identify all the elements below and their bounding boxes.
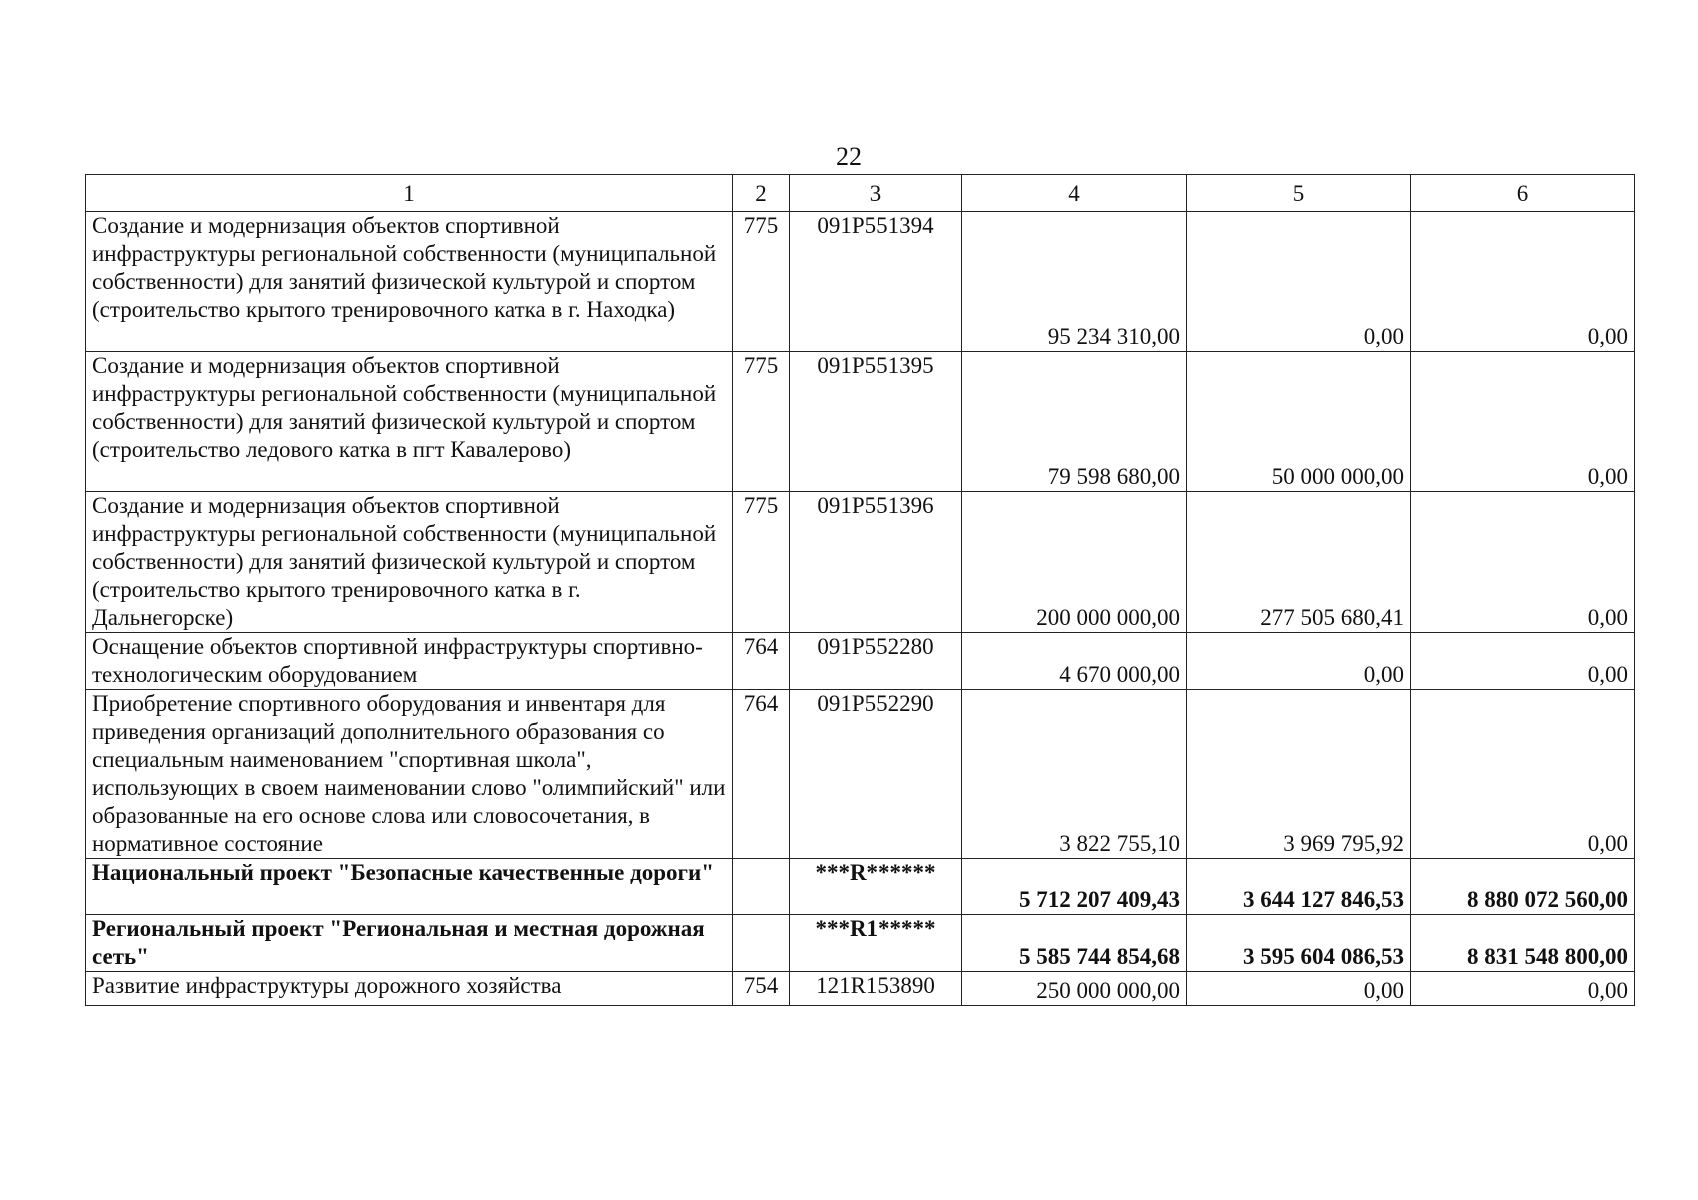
amount-col4: 250 000 000,00 <box>962 972 1187 1006</box>
item-name: Создание и модернизация объектов спортивной инфраструктуры региональной собственности (муниципальной собственности) для занятий физической культурой и спортом (строительство крытого тренировочного катка в г. Находка) <box>86 212 733 352</box>
amount-col4: 200 000 000,00 <box>962 492 1187 633</box>
amount-col6: 0,00 <box>1411 492 1635 633</box>
amount-col4: 5 585 744 854,68 <box>962 915 1187 972</box>
item-name: Региональный проект "Региональная и местная дорожная сеть" <box>86 915 733 972</box>
column-header: 1 <box>86 175 733 212</box>
item-name: Создание и модернизация объектов спортивной инфраструктуры региональной собственности (муниципальной собственности) для занятий физической культурой и спортом (строительство ледового катка в пгт Кавалерово) <box>86 352 733 492</box>
amount-col6: 8 880 072 560,00 <box>1411 859 1635 915</box>
table-row <box>86 690 1635 859</box>
table-row-national-project <box>86 859 1635 915</box>
column-header: 6 <box>1411 175 1635 212</box>
amount-col6: 8 831 548 800,00 <box>1411 915 1635 972</box>
amount-col5: 3 595 604 086,53 <box>1187 915 1411 972</box>
department-code: 754 <box>733 972 790 1006</box>
target-article-code: ***R1***** <box>790 915 962 972</box>
table-header-row <box>86 175 1635 212</box>
department-code <box>733 915 790 972</box>
amount-col4: 79 598 680,00 <box>962 352 1187 492</box>
department-code: 775 <box>733 352 790 492</box>
amount-col6: 0,00 <box>1411 972 1635 1006</box>
department-code: 764 <box>733 633 790 690</box>
target-article-code: 091P551395 <box>790 352 962 492</box>
amount-col6: 0,00 <box>1411 690 1635 859</box>
amount-col5: 0,00 <box>1187 633 1411 690</box>
target-article-code: 091P551394 <box>790 212 962 352</box>
amount-col4: 95 234 310,00 <box>962 212 1187 352</box>
table-row <box>86 352 1635 492</box>
department-code <box>733 859 790 915</box>
target-article-code: ***R****** <box>790 859 962 915</box>
table-row <box>86 633 1635 690</box>
amount-col5: 3 969 795,92 <box>1187 690 1411 859</box>
amount-col5: 50 000 000,00 <box>1187 352 1411 492</box>
column-header: 2 <box>733 175 790 212</box>
table-row <box>86 492 1635 633</box>
target-article-code: 091P551396 <box>790 492 962 633</box>
amount-col4: 5 712 207 409,43 <box>962 859 1187 915</box>
item-name: Национальный проект "Безопасные качественные дороги" <box>86 859 733 915</box>
amount-col5: 0,00 <box>1187 212 1411 352</box>
amount-col5: 277 505 680,41 <box>1187 492 1411 633</box>
department-code: 775 <box>733 492 790 633</box>
item-name: Создание и модернизация объектов спортивной инфраструктуры региональной собственности (муниципальной собственности) для занятий физической культурой и спортом (строительство крытого тренировочного катка в г. Дальнегорске) <box>86 492 733 633</box>
item-name: Оснащение объектов спортивной инфраструктуры спортивно-технологическим оборудованием <box>86 633 733 690</box>
column-header: 4 <box>962 175 1187 212</box>
budget-table <box>85 174 1635 1006</box>
column-header: 3 <box>790 175 962 212</box>
column-header: 5 <box>1187 175 1411 212</box>
amount-col4: 4 670 000,00 <box>962 633 1187 690</box>
table-row <box>86 212 1635 352</box>
target-article-code: 091P552280 <box>790 633 962 690</box>
amount-col6: 0,00 <box>1411 352 1635 492</box>
amount-col6: 0,00 <box>1411 212 1635 352</box>
amount-col6: 0,00 <box>1411 633 1635 690</box>
target-article-code: 091P552290 <box>790 690 962 859</box>
department-code: 764 <box>733 690 790 859</box>
amount-col4: 3 822 755,10 <box>962 690 1187 859</box>
department-code: 775 <box>733 212 790 352</box>
amount-col5: 0,00 <box>1187 972 1411 1006</box>
target-article-code: 121R153890 <box>790 972 962 1006</box>
table-row <box>86 972 1635 1006</box>
item-name: Приобретение спортивного оборудования и инвентаря для приведения организаций дополнительного образования со специальным наименованием "спортивная школа", использующих в своем наименовании слово "олимпийский" или образованные на его основе слова или словосочетания, в нормативное состояние <box>86 690 733 859</box>
table-row-regional-project <box>86 915 1635 972</box>
item-name: Развитие инфраструктуры дорожного хозяйства <box>86 972 733 1006</box>
amount-col5: 3 644 127 846,53 <box>1187 859 1411 915</box>
page-number: 22 <box>836 142 862 171</box>
